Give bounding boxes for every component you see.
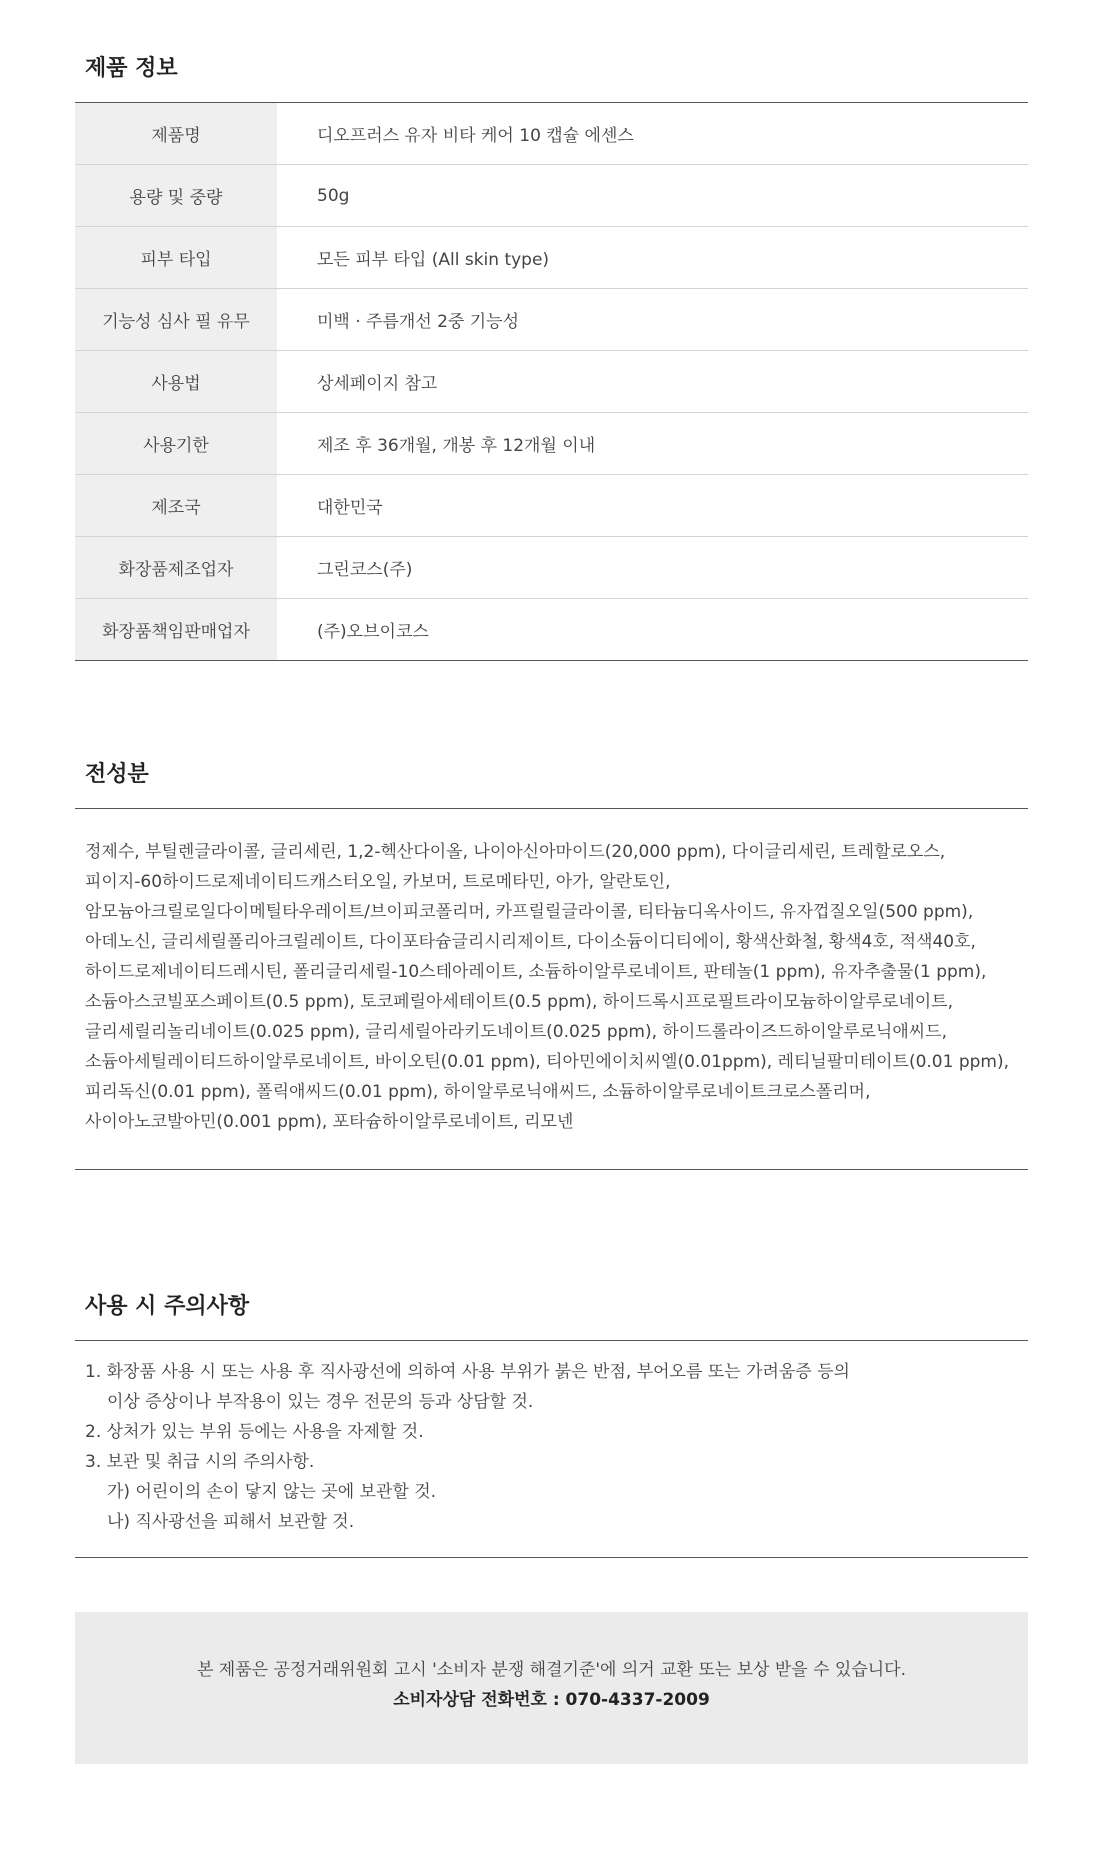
notice-text: 본 제품은 공정거래위원회 고시 '소비자 분쟁 해결기준'에 의거 교환 또는 보상 받을 수 있습니다. — [196, 1660, 907, 1680]
ingredient-line: 피리독신(0.01 ppm), 폴릭애씨드(0.01 ppm), 하이알루로닉애씨드, 소듐하이알루로네이트크로스폴리머, — [85, 1082, 871, 1102]
row-label: 용량 및 중량 — [75, 165, 277, 227]
consumer-notice-box — [75, 1612, 1028, 1764]
row-value: 미백 · 주름개선 2중 기능성 — [277, 289, 1028, 351]
cautions-list — [75, 1340, 1028, 1558]
table-row — [75, 103, 1028, 165]
row-value: (주)오브이코스 — [277, 599, 1028, 661]
row-label: 제조국 — [75, 475, 277, 537]
table-row — [75, 227, 1028, 289]
row-label: 사용기한 — [75, 413, 277, 475]
row-label: 기능성 심사 필 유무 — [75, 289, 277, 351]
row-label: 피부 타입 — [75, 227, 277, 289]
ingredients-list — [75, 808, 1028, 1170]
row-value: 50g — [277, 165, 1028, 227]
row-label: 제품명 — [75, 103, 277, 165]
table-row — [75, 289, 1028, 351]
product-info-table — [75, 102, 1028, 661]
table-row — [75, 475, 1028, 537]
table-row — [75, 537, 1028, 599]
row-value: 대한민국 — [277, 475, 1028, 537]
cautions-section — [75, 1290, 1028, 1558]
table-row — [75, 413, 1028, 475]
ingredient-line: 소듐아세틸레이티드하이알루로네이트, 바이오틴(0.01 ppm), 티아민에이치씨엘(0.01ppm), 레티닐팔미테이트(0.01 ppm), — [85, 1052, 1010, 1072]
table-row — [75, 165, 1028, 227]
ingredient-line: 글리세릴리놀리네이트(0.025 ppm), 글리세릴아라키도네이트(0.025 ppm), 하이드롤라이즈드하이알루로닉애씨드, — [85, 1022, 948, 1042]
row-value: 제조 후 36개월, 개봉 후 12개월 이내 — [277, 413, 1028, 475]
row-label: 화장품제조업자 — [75, 537, 277, 599]
caution-line: 3. 보관 및 취급 시의 주의사항. — [85, 1452, 315, 1472]
ingredient-line: 하이드로제네이티드레시틴, 폴리글리세릴-10스테아레이트, 소듐하이알루로네이트, 판테놀(1 ppm), 유자추출물(1 ppm), — [85, 962, 987, 982]
ingredients-title: 전성분 — [85, 762, 149, 787]
ingredient-line: 소듐아스코빌포스페이트(0.5 ppm), 토코페릴아세테이트(0.5 ppm), 하이드록시프로필트라이모늄하이알루로네이트, — [85, 992, 954, 1012]
product-info-title: 제품 정보 — [85, 56, 178, 81]
row-label: 화장품책임판매업자 — [75, 599, 277, 661]
row-value: 상세페이지 참고 — [277, 351, 1028, 413]
ingredient-line: 피이지-60하이드로제네이티드캐스터오일, 카보머, 트로메타민, 아가, 알란토인, — [85, 872, 671, 892]
consumer-phone: 소비자상담 전화번호 : 070-4337-2009 — [393, 1690, 710, 1710]
table-row — [75, 351, 1028, 413]
ingredient-line: 암모늄아크릴로일다이메틸타우레이트/브이피코폴리머, 카프릴릴글라이콜, 티타늄디옥사이드, 유자껍질오일(500 ppm), — [85, 902, 974, 922]
caution-line: 나) 직사광선을 피해서 보관할 것. — [107, 1512, 355, 1532]
caution-line: 1. 화장품 사용 시 또는 사용 후 직사광선에 의하여 사용 부위가 붉은 반점, 부어오름 또는 가려움증 등의 — [85, 1362, 850, 1382]
ingredient-line: 아데노신, 글리세릴폴리아크릴레이트, 다이포타슘글리시리제이트, 다이소듐이디티에이, 황색산화철, 황색4호, 적색40호, — [85, 932, 976, 952]
row-value: 모든 피부 타입 (All skin type) — [277, 227, 1028, 289]
table-row — [75, 599, 1028, 661]
row-value: 그린코스(주) — [277, 537, 1028, 599]
row-value: 디오프러스 유자 비타 케어 10 캡슐 에센스 — [277, 103, 1028, 165]
row-label: 사용법 — [75, 351, 277, 413]
product-info-section — [75, 52, 1028, 661]
caution-line: 이상 증상이나 부작용이 있는 경우 전문의 등과 상담할 것. — [107, 1392, 534, 1412]
cautions-title: 사용 시 주의사항 — [85, 1294, 250, 1319]
ingredient-line: 사이아노코발아민(0.001 ppm), 포타슘하이알루로네이트, 리모넨 — [85, 1112, 574, 1132]
ingredient-line: 정제수, 부틸렌글라이콜, 글리세린, 1,2-헥산다이올, 나이아신아마이드(20,000 ppm), 다이글리세린, 트레할로오스, — [85, 842, 946, 862]
caution-line: 가) 어린이의 손이 닿지 않는 곳에 보관할 것. — [107, 1482, 437, 1502]
caution-line: 2. 상처가 있는 부위 등에는 사용을 자제할 것. — [85, 1422, 424, 1442]
ingredients-section — [75, 758, 1028, 1170]
